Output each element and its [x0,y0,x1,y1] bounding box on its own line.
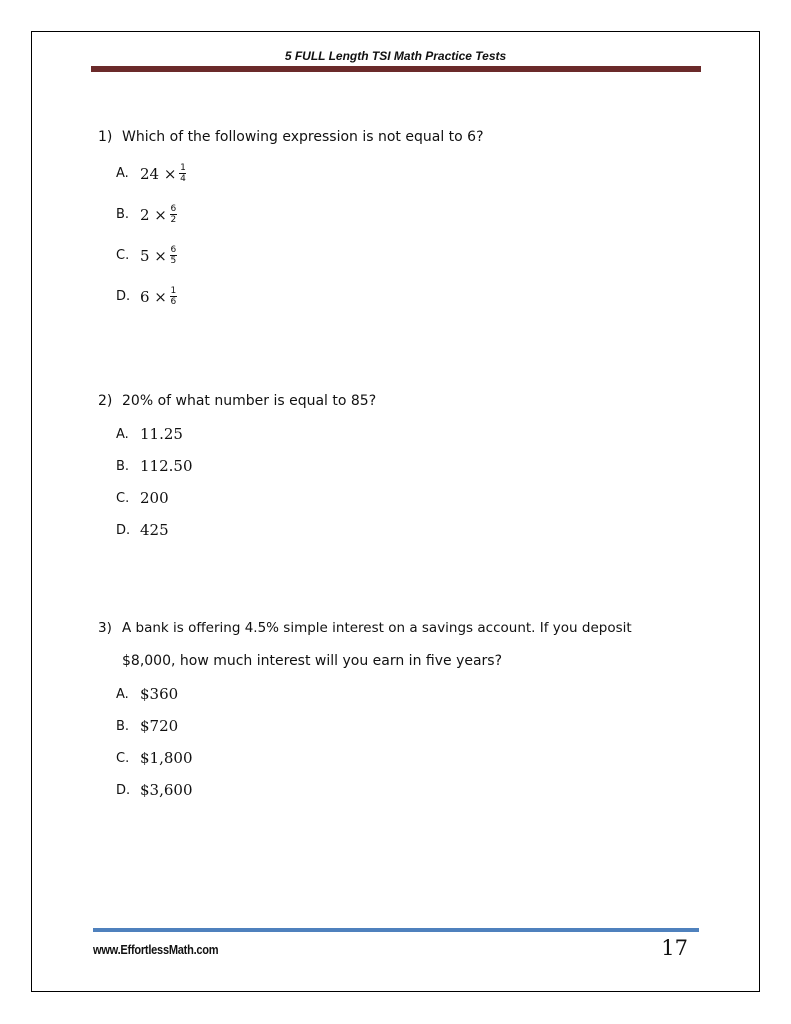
option-expression: 5 × [140,246,167,265]
question-number: 3) [98,620,112,636]
q2-option-b[interactable] [116,457,193,475]
option-value: $1,800 [140,749,193,767]
option-value: 200 [140,489,169,507]
q1-option-a[interactable] [116,163,186,184]
q1-option-d[interactable] [116,286,177,307]
option-letter: A. [116,426,129,442]
footer-rule [93,928,699,932]
fraction [170,204,177,225]
footer-website-link[interactable]: www.EffortlessMath.com [93,942,219,957]
option-value: $3,600 [140,781,193,799]
q3-option-d[interactable] [116,781,193,799]
option-letter: C. [116,750,130,766]
header-rule [91,66,701,72]
question-3-continued: $8,000, how much interest will you earn in five years? [122,653,503,669]
numerator: 6 [170,204,177,214]
option-letter: A. [116,166,129,181]
fraction [170,286,177,307]
question-text: A bank is offering 4.5% simple interest on a savings account. If you deposit [122,620,632,636]
q2-option-a[interactable] [116,425,183,443]
option-letter: A. [116,686,129,702]
numerator: 6 [170,245,177,255]
q3-option-c[interactable] [116,749,193,767]
question-number: 1) [98,129,113,145]
question-1 [98,129,484,145]
denominator: 4 [180,174,186,184]
option-value: $720 [140,717,179,735]
question-2 [98,393,376,409]
option-value: 11.25 [140,425,183,443]
option-value: 112.50 [140,457,193,475]
option-letter: C. [116,248,130,263]
option-expression: 2 × [140,205,167,224]
numerator: 1 [180,163,186,173]
option-value: 425 [140,521,169,539]
fraction [179,163,186,184]
option-letter: D. [116,289,131,304]
running-header: 5 FULL Length TSI Math Practice Tests [284,49,507,63]
denominator: 2 [170,215,177,225]
page-number: 17 [661,936,688,960]
question-text: 20% of what number is equal to 85? [122,393,377,409]
question-3 [98,620,632,636]
option-value: $360 [140,685,179,703]
option-letter: B. [116,207,130,222]
denominator: 6 [170,297,177,307]
option-letter: D. [116,522,131,538]
q1-option-b[interactable] [116,204,177,225]
option-letter: B. [116,718,130,734]
q3-option-b[interactable] [116,717,178,735]
q2-option-d[interactable] [116,521,169,539]
q2-option-c[interactable] [116,489,169,507]
option-letter: D. [116,782,131,798]
numerator: 1 [170,286,177,296]
q1-option-c[interactable] [116,245,177,266]
option-letter: B. [116,458,130,474]
q3-option-a[interactable] [116,685,178,703]
question-text: Which of the following expression is not equal to 6? [122,129,484,145]
option-letter: C. [116,490,130,506]
option-expression: 24 × [140,164,177,183]
question-number: 2) [98,393,113,409]
fraction [170,245,177,266]
option-expression: 6 × [140,287,167,306]
denominator: 5 [170,256,177,266]
